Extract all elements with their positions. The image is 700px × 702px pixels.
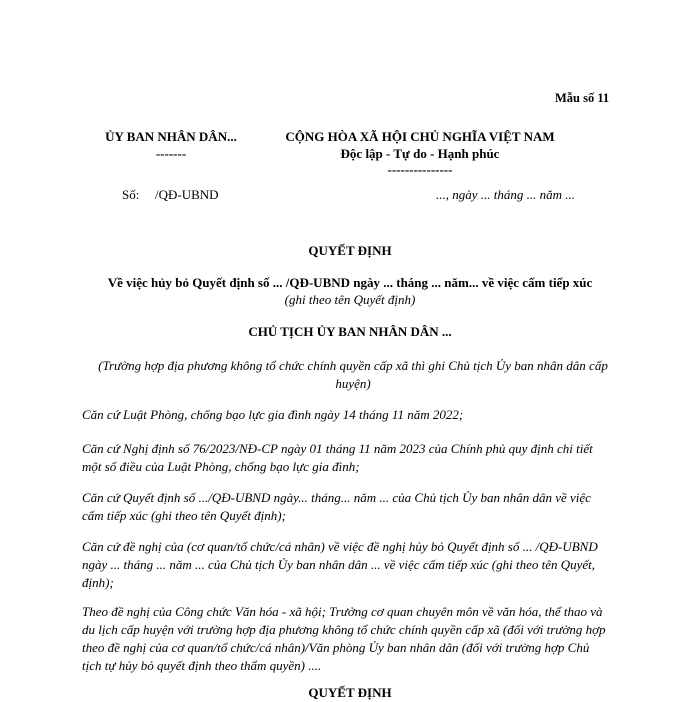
basis-paragraph-1: Căn cứ Luật Phòng, chống bạo lực gia đình ngày 14 tháng 11 năm 2022; bbox=[82, 407, 464, 422]
basis-paragraph-2: Căn cứ Nghị định số 76/2023/NĐ-CP ngày 01 tháng 11 năm 2023 của Chính phủ quy định chi tiết một số điều của Luật Phòng, chống bạo lực gia đình; bbox=[82, 441, 593, 474]
number-label: Số: bbox=[122, 187, 140, 202]
number-value: /QĐ-UBND bbox=[155, 187, 219, 202]
decision-heading-2: QUYẾT ĐỊNH bbox=[308, 685, 392, 700]
place-date: ..., ngày ... tháng ... năm ... bbox=[436, 187, 576, 202]
left-header-rule: ------- bbox=[155, 146, 187, 161]
decision-subject-note: (ghi theo tên Quyết định) bbox=[284, 292, 416, 307]
right-header-rule: --------------- bbox=[387, 162, 453, 177]
decision-subject: Về việc hủy bỏ Quyết định số ... /QĐ-UBND ngày ... tháng ... năm... về việc cấm tiếp xúc bbox=[107, 275, 593, 290]
national-motto: Độc lập - Tự do - Hạnh phúc bbox=[340, 146, 500, 161]
national-title: CỘNG HÒA XÃ HỘI CHỦ NGHĨA VIỆT NAM bbox=[285, 129, 555, 144]
decision-title: QUYẾT ĐỊNH bbox=[308, 243, 392, 258]
issuing-organization: ỦY BAN NHÂN DÂN... bbox=[105, 129, 237, 144]
authority-note: (Trường hợp địa phương không tổ chức chính quyền cấp xã thì ghi Chủ tịch Ủy ban nhân dân cấp huyện) bbox=[98, 358, 608, 391]
basis-paragraph-5: Theo đề nghị của Công chức Văn hóa - xã hội; Trưởng cơ quan chuyên môn về văn hóa, thể thao và du lịch cấp huyện với trường hợp địa phương không tổ chức chính quyền cấp xã (đối với trường hợp theo đề nghị của cơ quan/tổ chức/cá nhân)/Văn phòng Ủy ban nhân dân (đối với trường hợp Chủ tịch tự hủy bỏ quyết định theo thẩm quyền) .... bbox=[82, 604, 606, 673]
basis-paragraph-4: Căn cứ đề nghị của (cơ quan/tổ chức/cá nhân) về việc đề nghị hủy bỏ Quyết định số ... /QĐ-UBND ngày ... tháng ... năm ... của Chủ tịch Ủy ban nhân dân ... về việc cấm tiếp xúc (ghi theo tên Quyết, định); bbox=[82, 539, 598, 590]
form-number: Mẫu số 11 bbox=[555, 91, 610, 105]
basis-paragraph-3: Căn cứ Quyết định số .../QĐ-UBND ngày... tháng... năm ... của Chủ tịch Ủy ban nhân dân về việc cấm tiếp xúc (ghi theo tên Quyết định); bbox=[82, 490, 591, 523]
issuing-authority: CHỦ TỊCH ỦY BAN NHÂN DÂN ... bbox=[248, 324, 452, 339]
